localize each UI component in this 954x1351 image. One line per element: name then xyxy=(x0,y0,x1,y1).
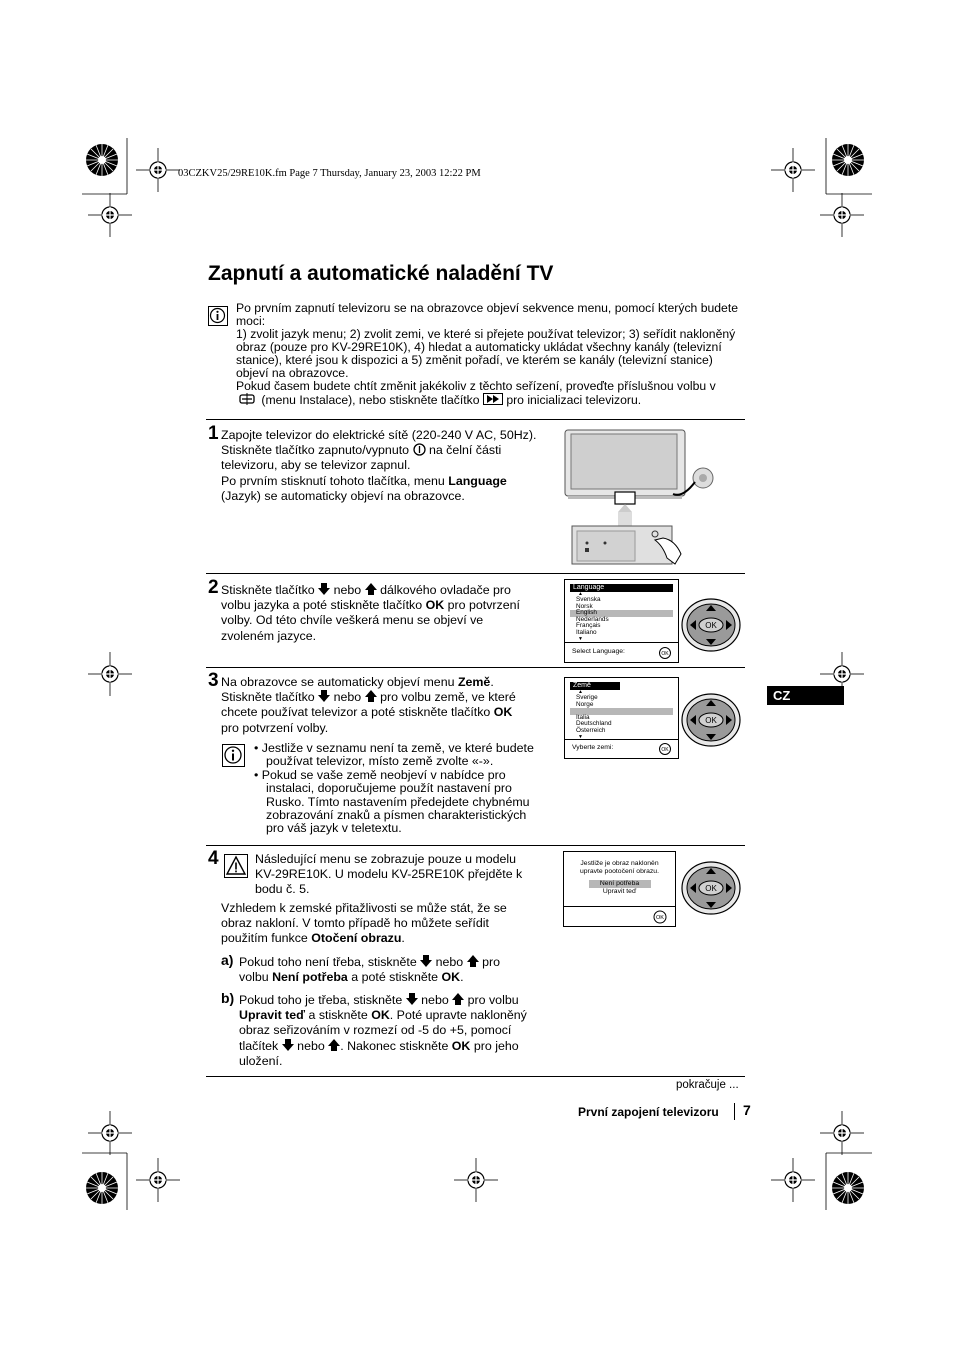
menu-footer: Select Language: xyxy=(572,648,625,655)
bottom-rule xyxy=(206,1076,745,1077)
tilt-menu-option: Není potřeba xyxy=(589,880,651,888)
language-menu xyxy=(564,579,679,663)
up-indicator-icon: ▲ xyxy=(578,689,583,695)
down-arrow-icon xyxy=(406,993,418,1005)
step4-warning: Následující menu se zobrazuje pouze u modelu KV-29RE10K. U modelu KV-25RE10K přejděte k bodu č. 5. xyxy=(255,852,523,897)
substep-a-text: Pokud toho není třeba, stiskněte nebo pro volbu Není potřeba a poté stiskněte OK. xyxy=(239,955,501,985)
menu-item: English xyxy=(570,610,673,617)
menu-item: Österreich xyxy=(576,726,606,734)
intro-paragraph-1: Po prvním zapnutí televizoru se na obrazovce objeví sekvence menu, pomocí kterých budete moci: xyxy=(236,301,738,328)
menu-item: Norge xyxy=(576,700,594,708)
svg-text:OK: OK xyxy=(656,915,664,921)
step1-text: Zapojte televizor do elektrické sítě (220-240 V AC, 50Hz). Stiskněte tlačítko zapnuto/vypnuto na čelní části televizoru, aby se televizor zapnul. Po prvním stisknutí tohoto tlačítka, menu Language (Jazyk) se automaticky objeví na obrazovce. xyxy=(221,428,537,503)
menu-item: Italiano xyxy=(576,628,597,636)
menu-item: Deutschland xyxy=(576,720,612,728)
menu-item: Nederlands xyxy=(576,615,609,623)
up-indicator-icon: ▲ xyxy=(578,591,583,597)
intro-text xyxy=(236,302,748,407)
step4-text: Vzhledem k zemské přitažlivosti se může stát, že se obraz nakloní. V tomto případě ho můžete seřídit použitím funkce Otočení obrazu. xyxy=(221,901,507,946)
down-indicator-icon: ▼ xyxy=(578,635,583,642)
down-arrow-icon xyxy=(282,1039,294,1051)
menu-item: Svenska xyxy=(576,596,601,603)
menu-header: Language xyxy=(570,584,673,592)
step2-text: Stiskněte tlačítko nebo dálkového ovladače pro volbu jazyka a poté stiskněte tlačítko OK pro potvrzení volby. Od této chvíle veškerá menu se objeví ve zvoleném jazyce. xyxy=(221,583,520,643)
continues-note: pokračuje ... xyxy=(676,1079,739,1091)
menu-header: Země xyxy=(570,682,620,690)
info-icon xyxy=(222,744,245,767)
menu-item: Norsk xyxy=(576,602,593,610)
menu-item: Sverige xyxy=(576,694,598,701)
page-number: 7 xyxy=(743,1102,751,1118)
remote-dpad-icon xyxy=(680,859,742,917)
up-arrow-icon xyxy=(365,690,377,702)
divider xyxy=(206,419,745,420)
tilt-menu-option: Upravit teď xyxy=(602,888,637,895)
step-number: 2 xyxy=(208,577,219,598)
down-arrow-icon xyxy=(318,583,330,595)
step3-notes: • Jestliže v seznamu není ta země, ve které budete používat televizor, místo země zvolte «-». • Pokud se vaše země neobjeví v nabídce pro instalaci, doporučujeme použít nastavení pro Rusko. Tímto nastavením předejdete chybnému zobrazování znaků a písmen charakteristických pro váš jazyk v teletextu. xyxy=(254,741,534,836)
svg-text:OK: OK xyxy=(661,747,669,753)
menu-item: Français xyxy=(576,622,601,630)
installation-menu-icon xyxy=(236,393,258,405)
step-number: 4 xyxy=(208,848,219,869)
substep-b-label: b) xyxy=(221,990,235,1006)
language-tab: CZ xyxy=(767,686,844,705)
up-arrow-icon xyxy=(328,1039,340,1051)
fast-forward-icon xyxy=(483,393,503,405)
ok-small-icon xyxy=(659,646,671,660)
ok-small-icon xyxy=(653,909,667,925)
substep-a-label: a) xyxy=(221,952,234,968)
down-arrow-icon xyxy=(318,690,330,702)
intro-paragraph-2: 1) zvolit jazyk menu; 2) zvolit zemi, ve které si přejete používat televizor; 3) seřídit nakloněný obraz (pouze pro KV-29RE10K), 4) hledat a automaticky ukládat všechny kanály (televizní stanice), které jsou k dispozici a 5) změnit pořadí, ve kterém se kanály (televizní stanice) objeví na obrazovce. xyxy=(236,327,736,380)
ok-button-label: OK xyxy=(705,621,717,630)
power-icon xyxy=(413,443,426,456)
menu-item: Italia xyxy=(576,713,590,721)
remote-dpad-icon xyxy=(680,691,742,749)
file-header: 03CZKV25/29RE10K.fm Page 7 Thursday, January 23, 2003 12:22 PM xyxy=(178,168,481,179)
step-number: 3 xyxy=(208,670,219,691)
ok-button-label: OK xyxy=(705,716,717,725)
svg-text:OK: OK xyxy=(661,651,669,657)
substep-b-text: Pokud toho je třeba, stiskněte nebo pro volbu Upravit teď a stiskněte OK. Poté upravte nakloněný obraz seřizováním v rozmezí od -5 do +5, pomocí tlačítek nebo . Nakonec stiskněte OK pro jeho uložení. xyxy=(239,993,527,1068)
remote-dpad-icon xyxy=(680,596,742,654)
ok-button-label: OK xyxy=(705,884,717,893)
ok-small-icon xyxy=(659,742,671,756)
divider xyxy=(206,667,745,668)
down-indicator-icon: ▼ xyxy=(578,733,583,740)
divider xyxy=(206,845,745,846)
step-number: 1 xyxy=(208,423,219,444)
up-arrow-icon xyxy=(467,955,479,967)
tilt-menu-line: upravte pootočení obrazu. xyxy=(580,868,659,875)
intro-paragraph-3: Pokud časem budete chtít změnit jakékoliv z těchto seřízení, proveďte příslušnou volbu v (menu Instalace), nebo stiskněte tlačítko pro inicializaci televizoru. xyxy=(236,379,716,407)
country-menu xyxy=(564,677,679,759)
tv-illustration xyxy=(563,428,721,568)
tilt-menu-line: Jestliže je obraz nakloněn xyxy=(580,860,659,867)
step3-text: Na obrazovce se automaticky objeví menu Země. Stiskněte tlačítko nebo pro volbu země, ve které chcete používat televizor a poté stiskněte tlačítko OK pro potvrzení volby. xyxy=(221,675,516,735)
up-arrow-icon xyxy=(365,583,377,595)
divider xyxy=(206,573,745,574)
warning-icon xyxy=(224,854,248,878)
down-arrow-icon xyxy=(420,955,432,967)
footer-section-title: První zapojení televizoru xyxy=(578,1105,719,1119)
tilt-menu xyxy=(563,851,676,927)
menu-footer: Vyberte zemi: xyxy=(572,744,614,751)
page-title: Zapnutí a automatické naladění TV xyxy=(208,262,554,285)
footer-divider xyxy=(734,1103,735,1120)
up-arrow-icon xyxy=(452,993,464,1005)
info-icon xyxy=(208,306,228,326)
